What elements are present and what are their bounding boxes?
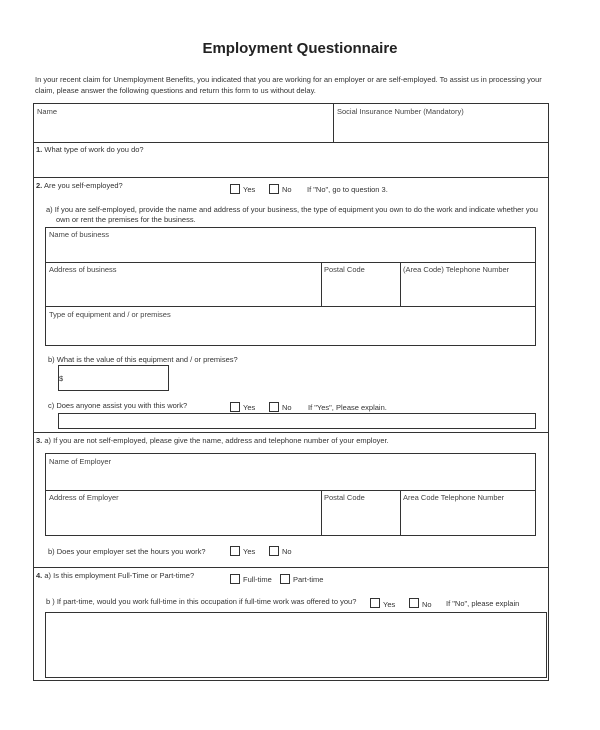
q4-number: 4.	[36, 571, 43, 580]
q2c-yes-checkbox[interactable]	[230, 402, 240, 412]
q1-text: What type of work do you do?	[44, 145, 144, 154]
assist-explain-field[interactable]	[58, 413, 536, 429]
q2-yes-label: Yes	[243, 185, 256, 194]
q3b-yes-checkbox[interactable]	[230, 546, 240, 556]
q2-number: 2.	[36, 181, 43, 190]
parttime-explain-field[interactable]	[45, 612, 547, 678]
q2a-text-2: own or rent the premises for the business.	[56, 215, 196, 224]
page-title: Employment Questionnaire	[202, 40, 398, 57]
q2c-no-checkbox[interactable]	[269, 402, 279, 412]
q2-yes-checkbox[interactable]	[230, 184, 240, 194]
q3b-text: b) Does your employer set the hours you work?	[48, 547, 206, 556]
part-time-checkbox[interactable]	[280, 574, 290, 584]
q2-note: If "No", go to question 3.	[307, 185, 388, 194]
q2b-text: b) What is the value of this equipment and / or premises?	[48, 355, 238, 364]
full-time-label: Full-time	[243, 575, 272, 584]
q2-no-checkbox[interactable]	[269, 184, 279, 194]
q2c-note: If "Yes", Please explain.	[308, 403, 387, 412]
q4b-no-checkbox[interactable]	[409, 598, 419, 608]
q3a-text: a) If you are not self-employed, please give the name, address and telephone number of your employer.	[44, 436, 389, 445]
q3b-no-label: No	[282, 547, 292, 556]
q4a-text: a) Is this employment Full-Time or Part-time?	[44, 571, 195, 580]
q2-no-label: No	[282, 185, 292, 194]
value-field[interactable]	[58, 365, 169, 391]
name-field[interactable]: Name	[37, 107, 58, 116]
q4b-text: b ) If part-time, would you work full-time in this occupation if full-time work was offered to you?	[46, 597, 357, 606]
employer-name-field[interactable]: Name of Employer	[49, 457, 112, 466]
business-postal-code-field[interactable]: Postal Code	[324, 265, 365, 274]
employer-postal-code-field[interactable]: Postal Code	[324, 493, 365, 502]
employer-phone-field[interactable]: Area Code Telephone Number	[403, 493, 505, 502]
q3b-yes-label: Yes	[243, 547, 256, 556]
intro-line-2: claim, please answer the following questions and return this form to us without delay.	[35, 86, 316, 95]
equipment-field[interactable]: Type of equipment and / or premises	[49, 310, 171, 319]
employer-address-field[interactable]: Address of Employer	[49, 493, 119, 502]
q4b-yes-label: Yes	[383, 600, 396, 609]
business-box	[45, 227, 536, 346]
q2c-yes-label: Yes	[243, 403, 256, 412]
q4b-note: If "No", please explain	[446, 599, 520, 608]
business-address-field[interactable]: Address of business	[49, 265, 117, 274]
sin-field[interactable]: Social Insurance Number (Mandatory)	[337, 107, 464, 116]
q1-number: 1.	[36, 145, 43, 154]
currency-symbol: $	[59, 374, 64, 383]
part-time-label: Part-time	[293, 575, 324, 584]
q2c-text: c) Does anyone assist you with this work?	[48, 401, 188, 410]
business-name-field[interactable]: Name of business	[49, 230, 110, 239]
q3b-no-checkbox[interactable]	[269, 546, 279, 556]
q2a-text: a) If you are self-employed, provide the name and address of your business, the type of equipment you own to do the work and indicate whether you	[46, 205, 538, 214]
q2c-no-label: No	[282, 403, 292, 412]
full-time-checkbox[interactable]	[230, 574, 240, 584]
q4b-yes-checkbox[interactable]	[370, 598, 380, 608]
q1-answer-field[interactable]	[34, 155, 548, 176]
business-phone-field[interactable]: (Area Code) Telephone Number	[403, 265, 510, 274]
q4b-no-label: No	[422, 600, 432, 609]
q2-text: Are you self-employed?	[43, 181, 123, 190]
q3-number: 3.	[36, 436, 43, 445]
intro-line-1: In your recent claim for Unemployment Benefits, you indicated that you are working for an employer or are self-employed. To assist us in processing your	[35, 75, 542, 84]
